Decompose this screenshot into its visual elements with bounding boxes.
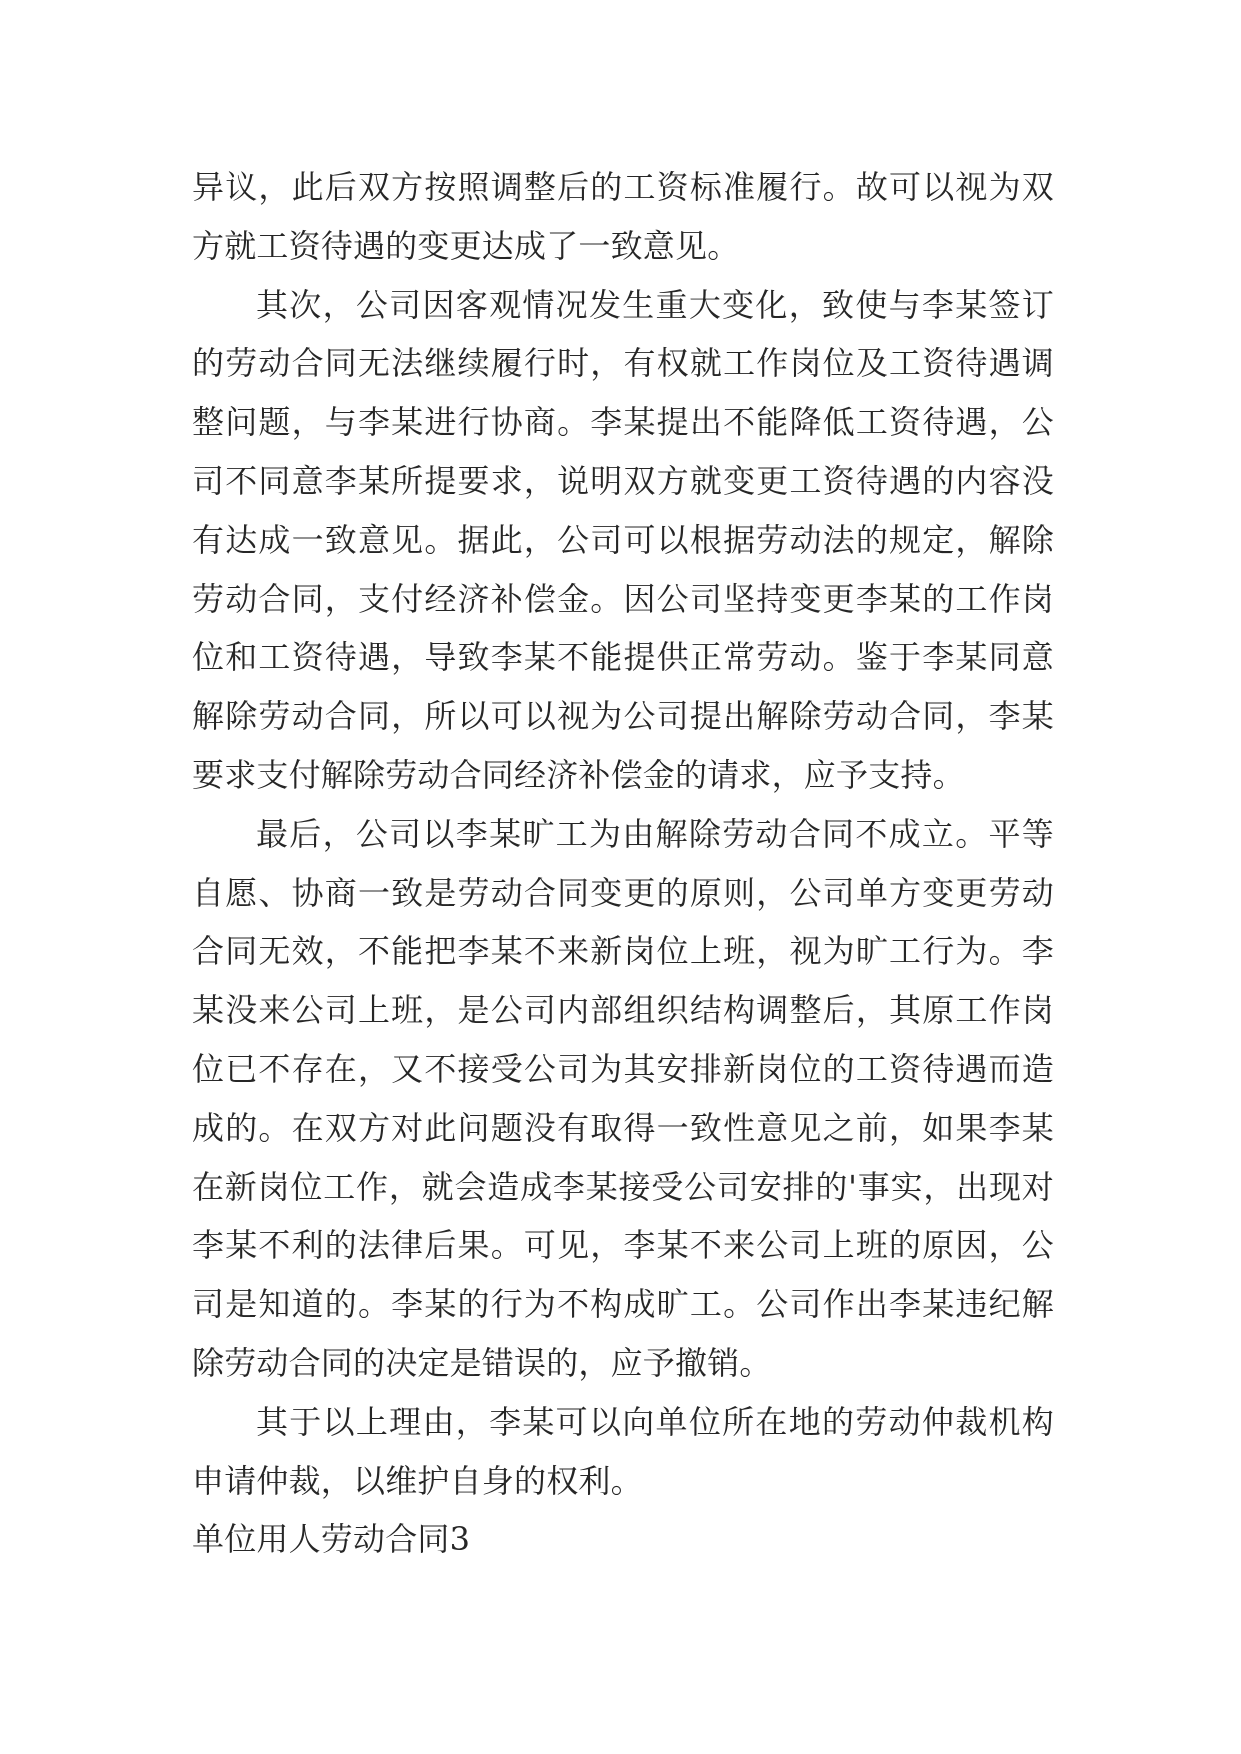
paragraph-3: 最后，公司以李某旷工为由解除劳动合同不成立。平等自愿、协商一致是劳动合同变更的原则，公司单方变更劳动合同无效，不能把李某不来新岗位上班，视为旷工行为。李某没来公司上班，是公司内部组织结构调整后，其原工作岗位已不存在，又不接受公司为其安排新岗位的工资待遇而造成的。在双方对此问题没有取得一致性意见之前，如果李某在新岗位工作，就会造成李某接受公司安排的'事实，出现对李某不利的法律后果。可见，李某不来公司上班的原因，公司是知道的。李某的行为不构成旷工。公司作出李某违纪解除劳动合同的决定是错误的，应予撤销。 bbox=[192, 814, 1054, 1382]
document-body bbox=[192, 158, 1054, 1569]
paragraph-1: 异议，此后双方按照调整后的工资标准履行。故可以视为双方就工资待遇的变更达成了一致意见。 bbox=[192, 168, 1054, 265]
section-heading: 单位用人劳动合同3 bbox=[192, 1520, 471, 1559]
paragraph-4: 其于以上理由，李某可以向单位所在地的劳动仲裁机构申请仲裁，以维护自身的权利。 bbox=[192, 1402, 1054, 1500]
paragraph-2: 其次，公司因客观情况发生重大变化，致使与李某签订的劳动合同无法继续履行时，有权就工作岗位及工资待遇调整问题，与李某进行协商。李某提出不能降低工资待遇，公司不同意李某所提要求，说明双方就变更工资待遇的内容没有达成一致意见。据此，公司可以根据劳动法的规定，解除劳动合同，支付经济补偿金。因公司坚持变更李某的工作岗位和工资待遇，导致李某不能提供正常劳动。鉴于李某同意解除劳动合同，所以可以视为公司提出解除劳动合同，李某要求支付解除劳动合同经济补偿金的请求，应予支持。 bbox=[192, 285, 1054, 794]
